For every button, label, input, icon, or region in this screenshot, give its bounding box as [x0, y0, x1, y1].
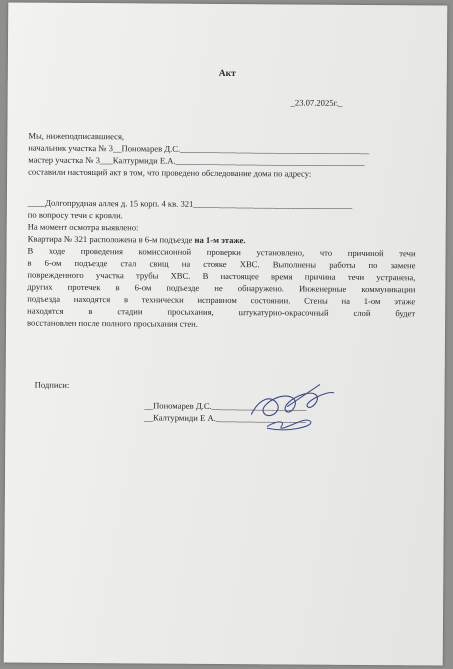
document-sheet [4, 2, 448, 665]
paragraph-line-2: в 6-ом подъезде стал свищ на стояке ХВС. Выполнены работы по замене [27, 257, 416, 271]
handwritten-signature-icon [237, 376, 357, 437]
signature-line-2: __Калтурмиди Е А._____________________ [144, 412, 307, 424]
signatures-label: Подписи: [34, 379, 70, 390]
paragraph-line-3: поврежденного участка трубы ХВС. В настоящее время причина течи устранена, [27, 269, 416, 283]
apartment-text: Квартира № 321 расположена в 6-м подъезде [27, 233, 195, 245]
paragraph-line-4: других протечек в 6-ом подъезде не обнаружено. Инженерные коммуникации [27, 281, 416, 295]
apartment-floor: на 1-м этаже. [194, 234, 246, 246]
document-date: _23.07.2025г._ [290, 97, 343, 108]
paragraph-line-1: В ходе проведения комиссионной проверки установлено, что причиной течи [27, 245, 416, 259]
intro-line: Мы, нижеподписавшиеся, [28, 130, 125, 142]
document-title: Акт [218, 68, 236, 80]
paragraph-line-5: подъезда находятся в технически исправном состоянии. Стены на 1-ом этаже [27, 293, 416, 307]
issue-line: по вопросу течи с кровли. [27, 209, 123, 221]
signature-line-1: __Пономарев Д.С.______________________ [144, 400, 307, 412]
found-line: На момент осмотра выявлено: [27, 221, 139, 233]
chief-line: начальник участка № 3__Пономарев Д.С.____________________________________________ [28, 142, 370, 155]
paragraph-line-6: находятся в стадии просыхания, штукатурно-окрасочный слой будет [27, 305, 416, 319]
composed-line: составили настоящий акт в том, что проведено обследование дома по адресу: [28, 166, 312, 179]
master-line: мастер участка № 3___Калтурмиди Е.А.____________________________________________ [28, 154, 365, 167]
apartment-line [28, 234, 246, 246]
address-line: ____Долгопрудная аллея д. 15 корп. 4 кв. 321_____________________________________ [27, 197, 353, 210]
paragraph-line-7: восстановлен после полного просыхания стен. [27, 317, 198, 329]
